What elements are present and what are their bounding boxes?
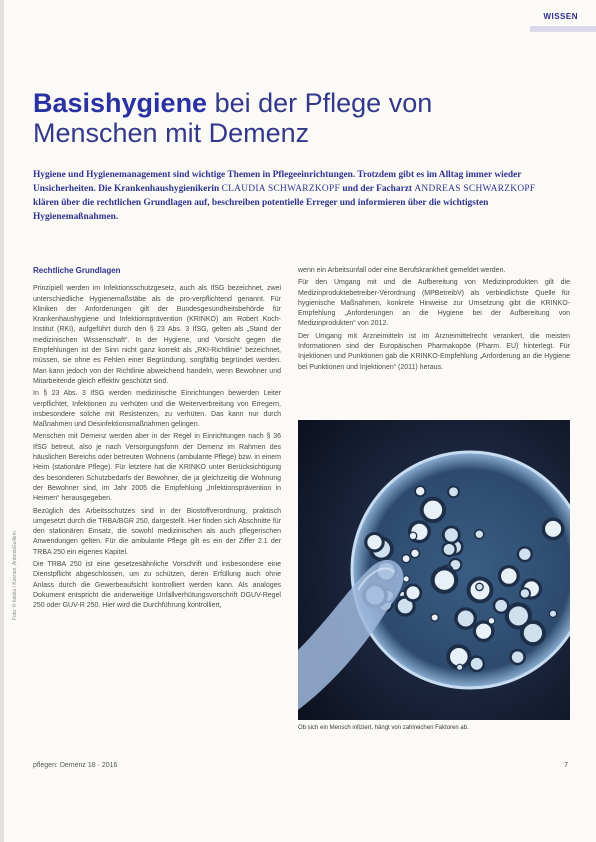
body-paragraph: wenn ein Arbeitsunfall oder eine Berufskrankheit gemeldet werden.	[298, 267, 506, 274]
bacteria-colony	[433, 568, 457, 592]
title-highlight: Basishygiene	[33, 88, 208, 118]
page-number: 7	[564, 762, 568, 769]
article-title	[33, 88, 553, 148]
bacteria-colony	[470, 657, 484, 671]
bacteria-colony	[443, 527, 459, 543]
title-rest: bei der Pflege von Menschen mit Demenz	[33, 88, 433, 148]
bacteria-colony	[520, 588, 530, 598]
bacteria-colony	[476, 583, 483, 590]
bacteria-colony	[549, 610, 556, 617]
section-heading: Rechtliche Grundlagen	[33, 266, 121, 275]
body-paragraph: Menschen mit Demenz werden aber in der Regel in Einrichtungen nach § 36 IfSG betreut, also je nach Versorgungsform der Demenz im Rahmen des häuslichen Bereichs oder betreuten Wohnens (ambulante Pflege) bzw. in einem Heim (stationäre Pflege). Für letztere hat die KRINKO unter Berücksichtigung des besonderen Schutzbedarfs der Bewohner, die ja gleichzeitig die Wohnung der Bewohner sind, im Jahr 2005 die Empfehlung „Infektionsprävention in Heimen“ herausgegeben.	[33, 433, 281, 503]
bacteria-colony	[403, 576, 409, 582]
petri-dish-illustration	[298, 420, 570, 720]
section-tag: WISSEN	[543, 12, 578, 21]
body-paragraph: Die TRBA 250 ist eine gesetzesähnliche Vorschrift und insbesondere eine Dienstpflicht abgeschlossen, um zu schützen, deren Erfüllung auch ohne Anlass durch die Gewerbeaufsicht kontrolliert werden kann. Als analoges Dokument entspricht die anderweitige Unfallverhütungsvorschrift DGUV-Regel 250 oder GUV-R 250. Hier wird die Durchführung kontrolliert,	[33, 561, 281, 610]
bacteria-colony	[431, 614, 438, 621]
lead-author-2: ANDREAS SCHWARZKOPF	[414, 184, 536, 194]
body-paragraph: Bezüglich des Arbeitsschutzes sind in der Biostoffverordnung, praktisch umgesetzt durch die TRBA/BGR 250, dargestellt. Hier finden sich Abschnitte für den stationären Einsatz, die sowohl medizinischen als auch pflegerischen Anwendungen gelten. Für die ambulante Pflege gilt es ein der Ziffer 2.1 der TRBA 250 ein eigenes Kapitel.	[33, 507, 281, 556]
lead-part-2: und der Facharzt	[340, 184, 415, 194]
bacteria-colony	[448, 486, 459, 497]
bacteria-colony	[366, 534, 383, 551]
bacteria-colony	[518, 547, 532, 561]
bacteria-colony	[443, 543, 456, 556]
bacteria-colony	[475, 530, 484, 539]
bacteria-colony	[409, 532, 417, 540]
bacteria-colony	[405, 585, 421, 601]
body-column-right	[298, 266, 570, 416]
lead-author-1: CLAUDIA SCHWARZKOPF	[221, 184, 341, 194]
bacteria-colony	[494, 599, 508, 613]
body-paragraph: Für den Umgang mit und die Aufbereitung von Medizinprodukten gilt die Medizinproduktebetreiber-Verordnung (MPBetreibV) als verbindlichste Quelle für hygienische Maßnahmen, konkrete Hinweise zur Umsetzung gibt die KRINKO-Empfehlung „Anforderungen an die Hygiene bei der Aufbereitung von Medizinprodukten“ von 2012.	[298, 279, 570, 328]
bacteria-colony	[415, 486, 425, 496]
body-paragraph: Der Umgang mit Arzneimitteln ist im Arzneimittelrecht verankert, die meisten Informationen sind der Europäischen Pharmakopöe (Pharm. EU) hinterlegt. Für Injektionen und Punktionen gab die KRINKO-Empfehlung „Anforderung an die Hygiene bei Punktionen und Injektionen“ (2011) heraus.	[298, 332, 570, 371]
page-edge	[0, 0, 4, 842]
lead-part-3: klären über die rechtlichen Grundlagen auf, beschreiben potentielle Erreger und informieren über die wichtigsten Hygienemaßnahmen.	[33, 198, 489, 222]
bacteria-colony	[522, 622, 544, 644]
bacteria-colony	[402, 555, 410, 563]
bacteria-colony	[422, 499, 444, 521]
bacteria-colony	[488, 618, 495, 625]
bacteria-colony	[511, 650, 525, 664]
body-paragraph: In § 23 Abs. 3 IfSG werden medizinische Einrichtungen bewerden Leiter verpflichtet, Infektionen zu verhüten und die Weiterverbreitung von Erregern, insbesondere solche mit Resistenzen, zu verhüten. Das kann nur durch Maßnahmen und Desinfektionsmaßnahmen gelingen.	[33, 390, 281, 429]
body-paragraph: Prinzipiell werden im Infektionsschutzgesetz, auch als IfSG bezeichnet, zwei unterschiedliche Hygienemaßstäbe als de pro-verpflichtend genannt. Für Kliniken der Anforderungen gilt der Bundesgesundheitsbehörde für Krankenhaushygiene und Infektionsprävention (KRINKO) am Robert Koch-Institut (RKI), aufgeführt durch den § 23 Abs. 3 IfSG, gelten als „Stand der medizinischen Wissenschaft“. In der Hygiene, und Vorsicht gegen die Empfehlungen ist der Sinn nicht ganz korrekt als „RKI-Richtlinie“ bezeichnet, müssen, sie ohne es Fehlen einer Begründung, sorgfältig begründet werden. Man kann jedoch von der Richtlinie abweichend handeln, wenn Bewohner und Mitarbeitende gleich effektiv geschützt sind.	[33, 285, 281, 385]
figure-caption: Ob sich ein Mensch infiziert, hängt von zahlreichen Faktoren ab.	[298, 725, 469, 731]
photo-credit: Foto: © fotolia / Kzenon, AntonioGuillem	[12, 531, 18, 620]
lead-part-1: Hygiene und Hygienemanagement sind wichtige Themen in Pflegeeinrichtungen. Trotzdem gibt es im Alltag immer wieder Unsicherheiten. Die Krankenhaushygienikerin	[33, 170, 522, 194]
bacteria-colony	[543, 519, 562, 538]
bacteria-colony	[457, 664, 463, 670]
lead-paragraph	[33, 168, 563, 224]
bacteria-colony	[499, 567, 518, 586]
petri-dish-photo	[298, 420, 570, 720]
journal-footer: pflegen: Demenz 18 · 2016	[33, 762, 118, 769]
body-column-left	[33, 266, 281, 736]
bacteria-colony	[456, 609, 475, 628]
section-tag-bar	[530, 26, 596, 32]
bacteria-colony	[411, 549, 420, 558]
bacteria-colony	[474, 622, 492, 640]
